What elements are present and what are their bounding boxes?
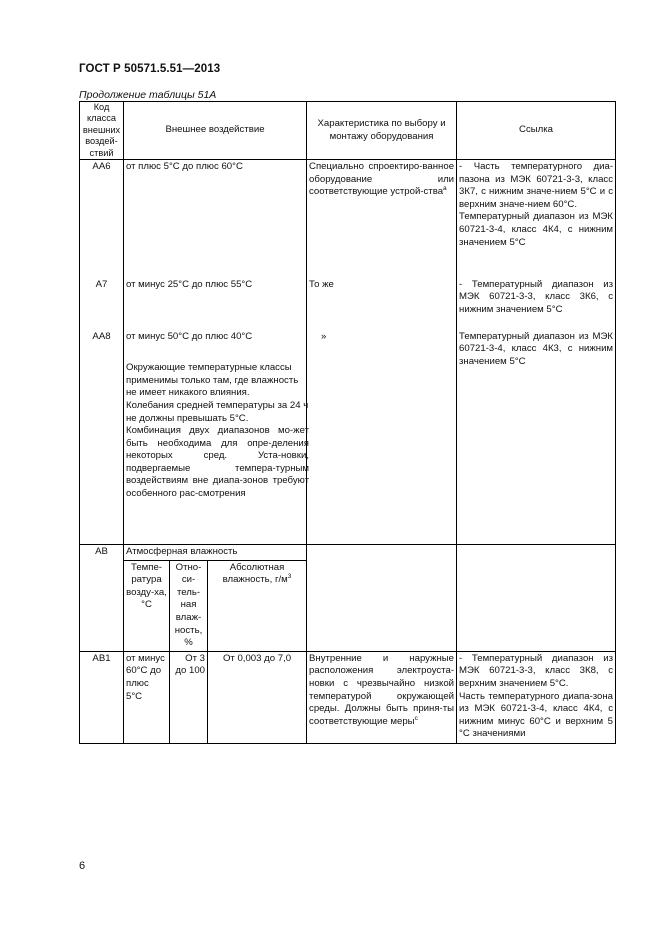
col-header-code: Код класса внешних воздей-ствий bbox=[80, 102, 124, 160]
table-51a bbox=[79, 101, 616, 744]
notes-block bbox=[126, 362, 309, 501]
cell-reference-a7: - Температурный диапазон из МЭК 60721-3-3, класс 3К6, с нижним значением 5°С bbox=[457, 278, 616, 330]
cell-code-ab1: АВ1 bbox=[80, 651, 124, 743]
table-row-aa6 bbox=[80, 160, 616, 278]
subheader-temperature: Темпе-ратура возду-ха, °С bbox=[124, 560, 170, 651]
subheader-relative-humidity: Отно-си-тель-ная влаж-ность, % bbox=[170, 560, 208, 651]
cell-code-aa6: АА6 bbox=[80, 160, 124, 278]
table-row-ab1 bbox=[80, 651, 616, 743]
cell-characteristic-aa6 bbox=[307, 160, 457, 278]
characteristic-text: Внутренние и наружные расположения электроуста-новки с чрезвычайно низкой температурой окружающей среды. Должны быть приня-ты соответствующие меры bbox=[309, 652, 455, 727]
reference-text: Часть температурного диапа-зона из МЭК 60721-3-4, класс 4К4, с нижним минус 60°С и верхним 5 °С значениями bbox=[459, 690, 614, 740]
cell-temperature-ab1: от минус 60°С до плюс 5°С bbox=[124, 651, 170, 743]
col-header-reference: Ссылка bbox=[457, 102, 616, 160]
footnote-mark: а bbox=[443, 185, 447, 193]
cell-influence-a7: от минус 25°С до плюс 55°С bbox=[124, 278, 307, 330]
col-header-influence: Внешнее воздействие bbox=[124, 102, 307, 160]
cell-relative-humidity-ab1: От 3 до 100 bbox=[170, 651, 208, 743]
cell-influence-aa8 bbox=[124, 330, 307, 545]
cell-code-aa8: АА8 bbox=[80, 330, 124, 545]
table-caption: Продолжение таблицы 51А bbox=[79, 89, 217, 101]
page-number: 6 bbox=[79, 860, 86, 872]
cell-characteristic-ab1 bbox=[307, 651, 457, 743]
cell-reference-ab1 bbox=[457, 651, 616, 743]
cell-absolute-humidity-ab1: От 0,003 до 7,0 bbox=[208, 651, 307, 743]
reference-text: Температурный диапазон из МЭК 60721-3-4, класс 4К4, с нижним значением 5°С bbox=[459, 211, 614, 248]
note-text: Колебания средней температуры за 24 ч не должны превышать 5°С. bbox=[126, 399, 309, 424]
cell-code-ab: АВ bbox=[80, 545, 124, 652]
cell-reference-aa6 bbox=[457, 160, 616, 278]
cell-code-a7: А7 bbox=[80, 278, 124, 330]
col-header-characteristic: Характеристика по выбору и монтажу оборудования bbox=[307, 102, 457, 160]
table-row-a7 bbox=[80, 278, 616, 330]
cell-influence-aa6: от плюс 5°С до плюс 60°С bbox=[124, 160, 307, 278]
ditto-mark: » bbox=[321, 330, 327, 342]
cell-reference-ab bbox=[457, 545, 616, 652]
cell-reference-aa8: Температурный диапазон из МЭК 60721-3-4, класс 4К3, с нижним значением 5°С bbox=[457, 330, 616, 545]
cell-characteristic-a7: То же bbox=[307, 278, 457, 330]
header-row bbox=[80, 102, 616, 160]
table-row-aa8 bbox=[80, 330, 616, 545]
note-text: Окружающие температурные классы применимы только там, где влажность не имеет никакого влияния. bbox=[126, 362, 299, 399]
reference-text: - Часть температурного диа-пазона из МЭК 60721-3-3, класс 3К7, с нижним значе-нием 5°С и с верхним значе-нием 60°С. bbox=[459, 161, 614, 210]
reference-text: - Температурный диапазон из МЭК 60721-3-3, класс 3К8, с верхним значением 5°С. bbox=[459, 652, 614, 689]
cell-influence-ab: Атмосферная влажность bbox=[124, 545, 307, 561]
table-row-ab bbox=[80, 545, 616, 561]
document-code: ГОСТ Р 50571.5.51—2013 bbox=[79, 63, 221, 75]
cell-characteristic-aa8 bbox=[307, 330, 457, 545]
characteristic-text: Специально спроектиро-ванное оборудование или соответствующие устрой-ства bbox=[309, 161, 455, 198]
absolute-humidity-label: Абсолютная влажность, г/м bbox=[222, 561, 288, 586]
influence-text: от минус 50°С до плюс 40°С bbox=[126, 330, 253, 342]
cell-characteristic-ab bbox=[307, 545, 457, 652]
subheader-absolute-humidity bbox=[208, 560, 307, 651]
superscript: 3 bbox=[287, 573, 292, 581]
footnote-mark: с bbox=[414, 714, 418, 722]
note-text: Комбинация двух диапазонов мо-жет быть необходима для опре-деления некоторых сред. Уста-новки, подвергаемые темпера-турным воздействиям вне диапа-зонов требуют особенного рас-смотрения bbox=[126, 425, 309, 500]
